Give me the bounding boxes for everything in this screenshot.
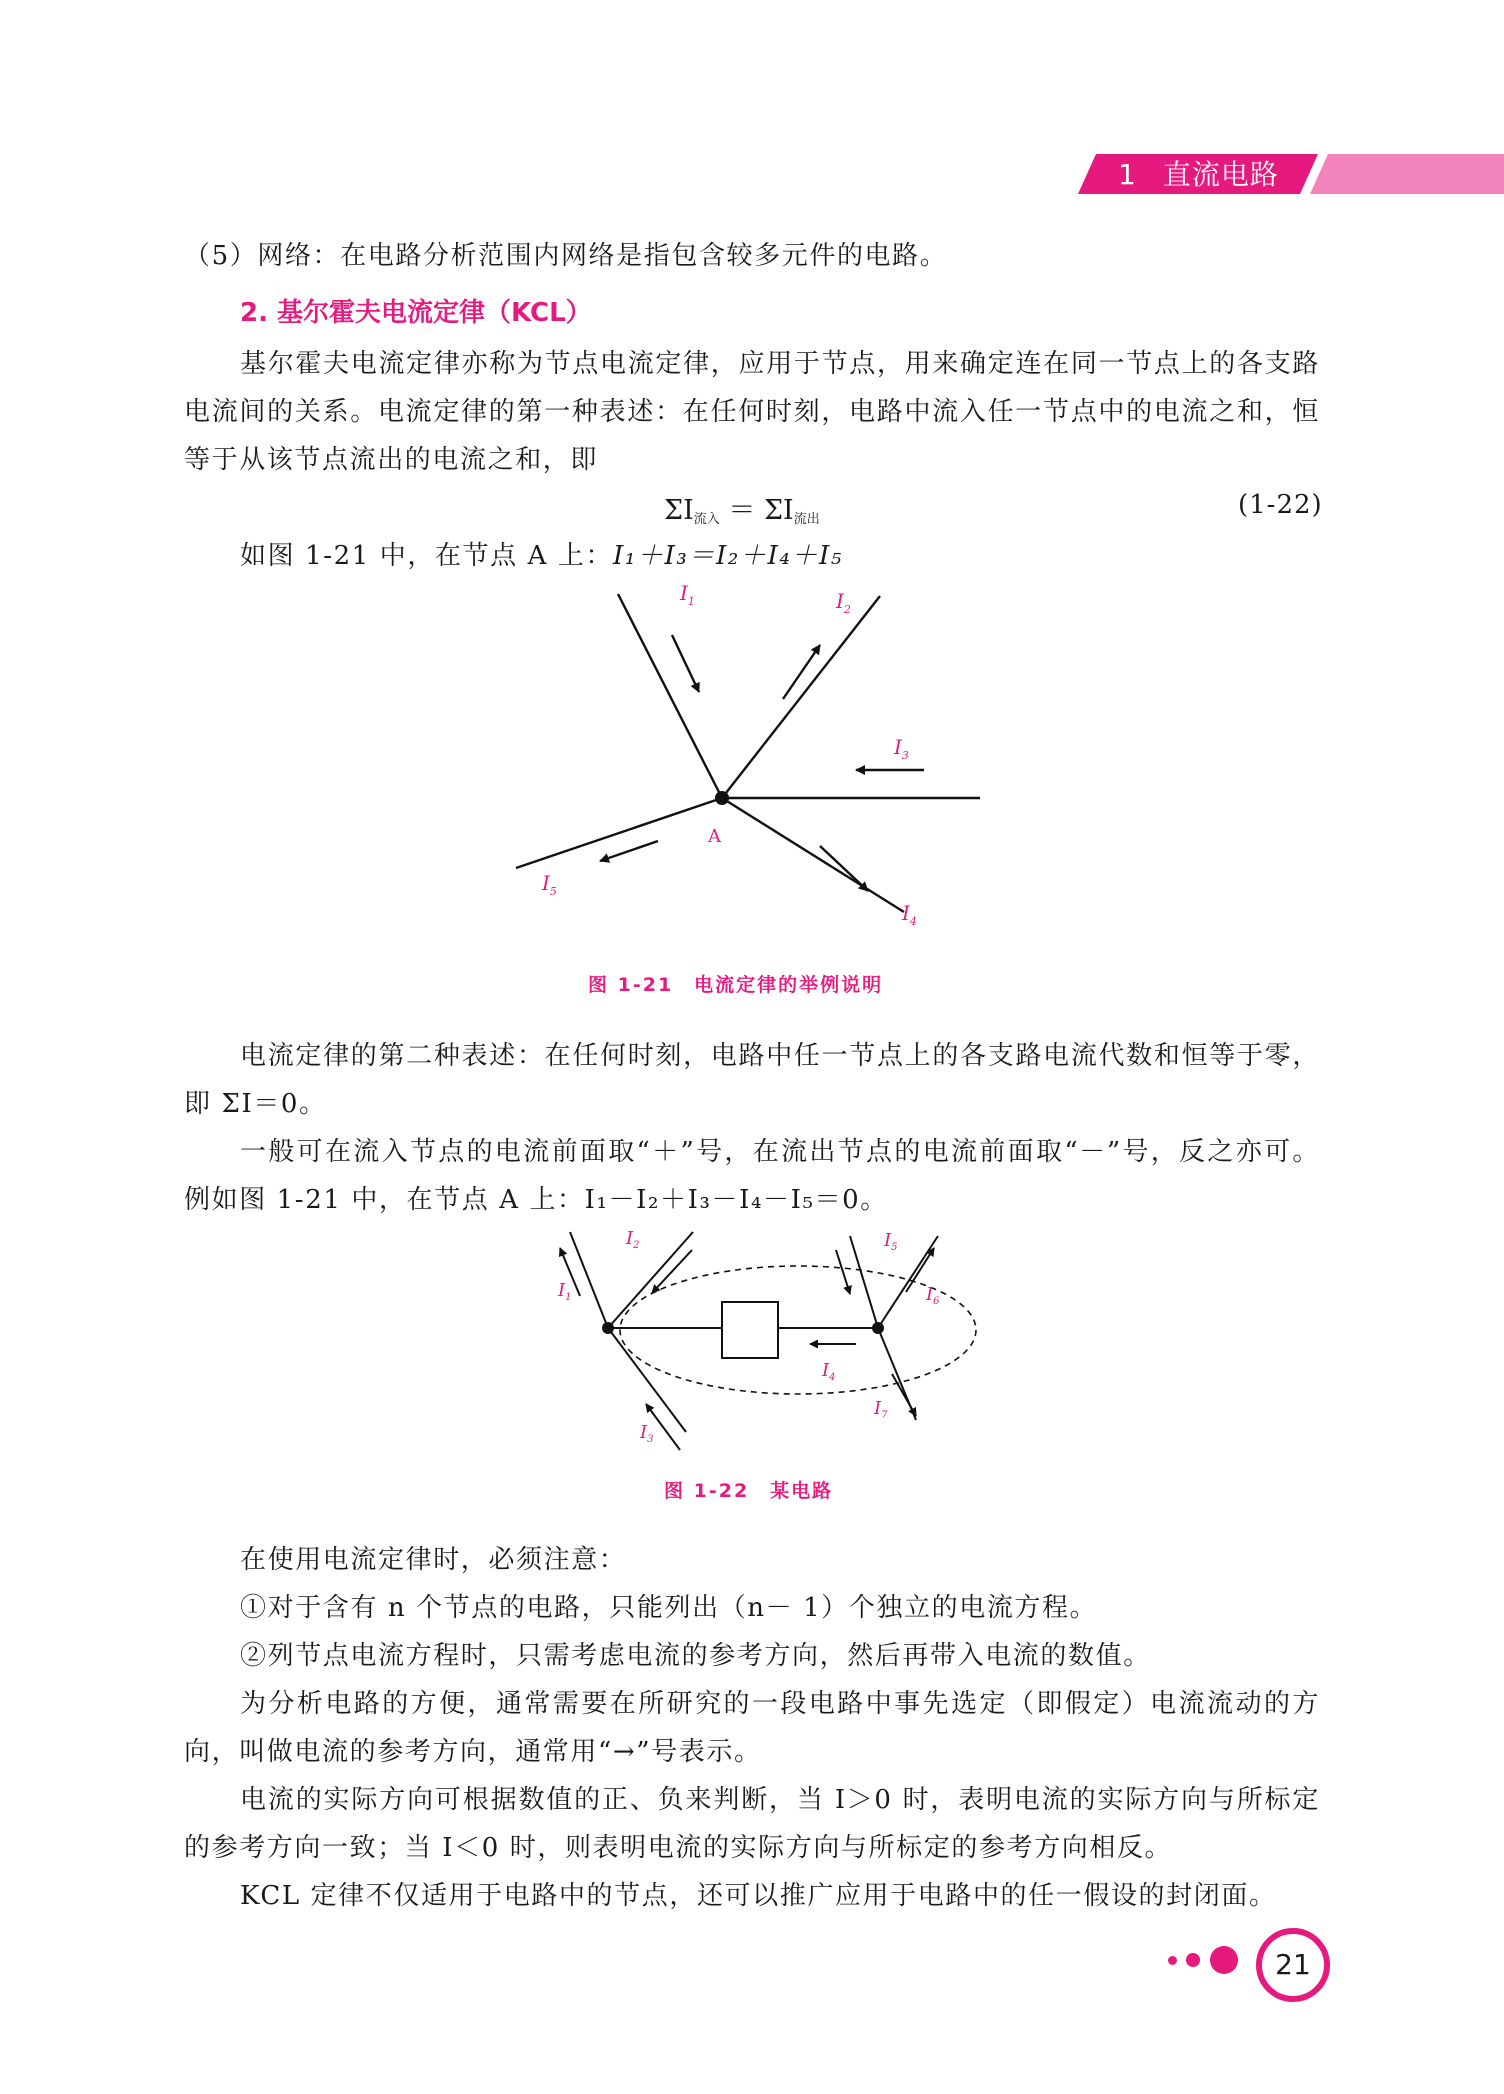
equation-number: (1-22) (1238, 490, 1323, 520)
paragraph-note-1: ①对于含有 n 个节点的电路，只能列出（n－ 1）个独立的电流方程。 (240, 1593, 1098, 1623)
eq-lhs: ΣI (664, 495, 694, 526)
fig22-label-i5: $I_5$ (884, 1230, 898, 1253)
chapter-title: 直流电路 (1162, 158, 1279, 191)
circuit-block (722, 1302, 778, 1358)
eq-equals: ＝ (728, 495, 756, 526)
paragraph-reference-direction: 为分析电路的方便，通常需要在所研究的一段电路中事先选定（即假定）电流流动的方向，叫做电流的参考方向，通常用“→”号表示。 (184, 1689, 1320, 1767)
branch-5 (516, 798, 722, 868)
eq-lhs-sub: 流入 (693, 512, 720, 527)
section-heading: 2. 基尔霍夫电流定律（KCL） (240, 298, 592, 328)
chapter-header (1118, 156, 1279, 194)
figure-1-22-caption: 图 1-22 某电路 (664, 1480, 834, 1502)
closed-surface (620, 1266, 976, 1394)
branch-2 (722, 596, 880, 798)
paragraph-fig21-ref (184, 532, 1320, 580)
paragraph-kcl-intro: 基尔霍夫电流定律亦称为节点电流定律，应用于节点，用来确定连在同一节点上的各支路电流间的关系。电流定律的第一种表述：在任何时刻，电路中流入任一节点中的电流之和，恒等于从该节点流出的电流之和，即 (184, 349, 1320, 475)
branch-1 (618, 594, 722, 798)
label-i3: $I_3$ (894, 735, 909, 762)
paragraph-note-2: ②列节点电流方程时，只需考虑电流的参考方向，然后再带入电流的数值。 (240, 1641, 1151, 1671)
label-i2: $I_2$ (836, 589, 851, 616)
paragraph-kcl-extension: KCL 定律不仅适用于电路中的节点，还可以推广应用于电路中的任一假设的封闭面。 (240, 1881, 1277, 1911)
fig22-label-i4: $I_4$ (822, 1360, 836, 1383)
page-number: 21 (1256, 1928, 1330, 2002)
paragraph-note: 在使用电流定律时，必须注意： (240, 1545, 627, 1575)
branch-4 (722, 798, 904, 912)
fig22-label-i2: $I_2$ (626, 1228, 640, 1251)
figure-1-21 (500, 580, 1000, 940)
paragraph-second-form: 电流定律的第二种表述：在任何时刻，电路中任一节点上的各支路电流代数和恒等于零，即 ΣI＝0。 (184, 1041, 1320, 1119)
paragraph-network: （5）网络：在电路分析范围内网络是指包含较多元件的电路。 (184, 241, 948, 271)
paragraph-sign-convention: 一般可在流入节点的电流前面取“＋”号，在流出节点的电流前面取“－”号，反之亦可。例如图 1-21 中，在节点 A 上：I₁－I₂＋I₃－I₄－I₅＝0。 (184, 1137, 1320, 1215)
chapter-tab-tail (1310, 154, 1504, 194)
label-i5: $I_5$ (542, 871, 557, 898)
paragraph-actual-direction: 电流的实际方向可根据数值的正、负来判断，当 I＞0 时，表明电流的实际方向与所标定的参考方向一致；当 I＜0 时，则表明电流的实际方向与所标定的参考方向相反。 (184, 1785, 1320, 1863)
footer-dot-small (1168, 1956, 1177, 1965)
fig22-label-i3: $I_3$ (640, 1422, 654, 1445)
figure-1-21-caption: 图 1-21 电流定律的举例说明 (588, 974, 884, 996)
fig22-label-i6: $I_6$ (926, 1284, 940, 1307)
eq-rhs-sub: 流出 (793, 512, 820, 527)
chapter-number: 1 (1118, 158, 1137, 191)
node-a (715, 791, 729, 805)
fig22-label-i7: $I_7$ (874, 1398, 888, 1421)
figure-1-22 (540, 1210, 980, 1460)
fig21-ref-text: 如图 1-21 中，在节点 A 上： (240, 541, 614, 571)
label-i1: $I_1$ (680, 581, 695, 608)
footer-dot-medium (1186, 1953, 1200, 1967)
node-label: A (708, 826, 721, 847)
footer-dot-large (1210, 1946, 1238, 1974)
fig22-label-i1: $I_1$ (558, 1280, 572, 1303)
eq-rhs: ΣI (763, 495, 794, 526)
equation-1-22 (664, 488, 820, 527)
fig21-ref-formula: I₁＋I₃＝I₂＋I₄＋I₅ (613, 541, 843, 571)
label-i4: $I_4$ (902, 901, 917, 928)
